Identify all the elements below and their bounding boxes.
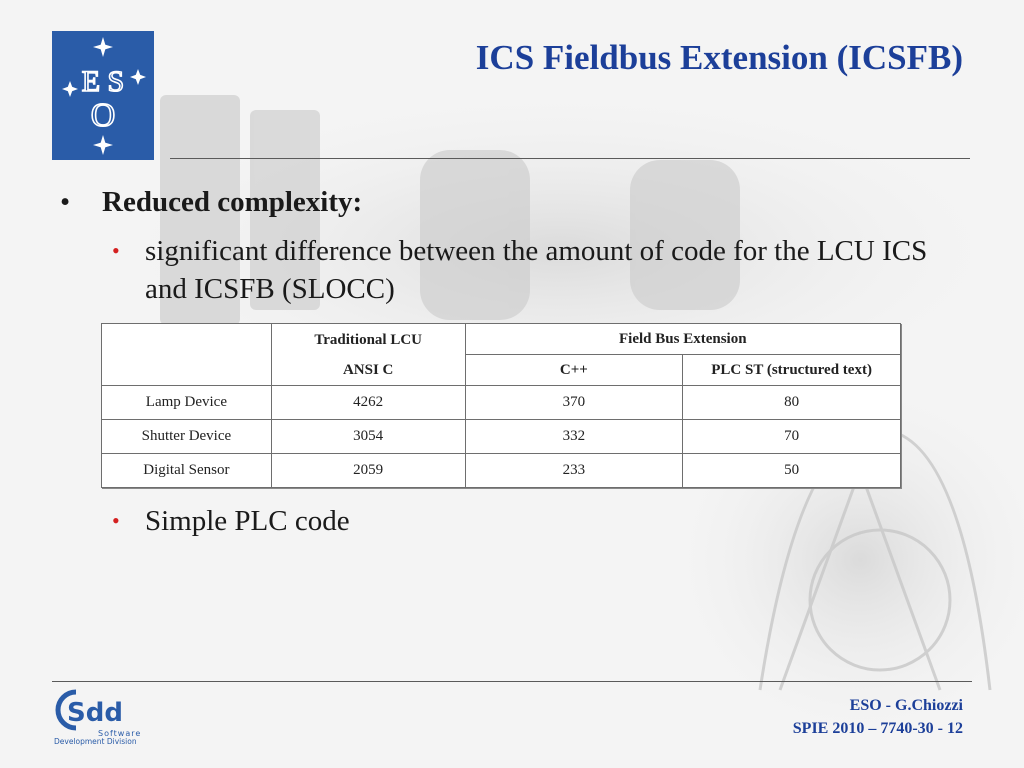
header-traditional-line2: ANSI C	[342, 361, 394, 378]
row-lcu: 3054	[271, 420, 465, 454]
sdd-logo-sub1: Software	[98, 729, 142, 738]
subbullet-marker: •	[112, 508, 120, 533]
slide-title: ICS Fieldbus Extension (ICSFB)	[475, 38, 963, 77]
sdd-logo-sub2: Development Division	[54, 737, 137, 746]
row-lcu: 4262	[271, 386, 465, 420]
table-row	[102, 386, 901, 420]
row-plc: 80	[683, 386, 901, 420]
svg-text:O: O	[90, 97, 116, 134]
bullet-text: Reduced complexity:	[102, 186, 363, 218]
subbullet-marker: •	[112, 238, 120, 263]
sdd-logo-letters: Sdd	[67, 698, 123, 728]
table-corner-cell	[102, 324, 272, 386]
table-row	[102, 454, 901, 488]
bullet-marker: •	[60, 186, 71, 218]
footer-credits	[793, 694, 963, 740]
subbullet-text: significant difference between the amount of code for the LCU ICS and ICSFB (SLOCC)	[145, 235, 928, 305]
row-name: Lamp Device	[102, 386, 272, 420]
footer-divider	[52, 681, 972, 682]
row-cpp: 233	[465, 454, 683, 488]
footer-citation: SPIE 2010 – 7740-30 - 12	[792, 720, 963, 737]
row-plc: 70	[683, 420, 901, 454]
header-fieldbus: Field Bus Extension	[465, 324, 900, 355]
footer-author: ESO - G.Chiozzi	[849, 697, 963, 714]
table-row	[102, 420, 901, 454]
row-lcu: 2059	[271, 454, 465, 488]
sdd-logo	[52, 688, 147, 746]
header-plc: PLC ST (structured text)	[683, 355, 901, 386]
eso-logo	[52, 31, 154, 160]
row-name: Digital Sensor	[102, 454, 272, 488]
row-name: Shutter Device	[102, 420, 272, 454]
title-divider	[170, 158, 970, 159]
row-cpp: 370	[465, 386, 683, 420]
row-plc: 50	[683, 454, 901, 488]
svg-text:E S: E S	[81, 65, 125, 98]
subbullet-text: Simple PLC code	[145, 505, 350, 537]
sloc-comparison-table	[101, 323, 901, 488]
header-traditional-line1: Traditional LCU	[314, 331, 422, 348]
header-cpp: C++	[465, 355, 683, 386]
row-cpp: 332	[465, 420, 683, 454]
header-traditional-lcu	[271, 324, 465, 386]
